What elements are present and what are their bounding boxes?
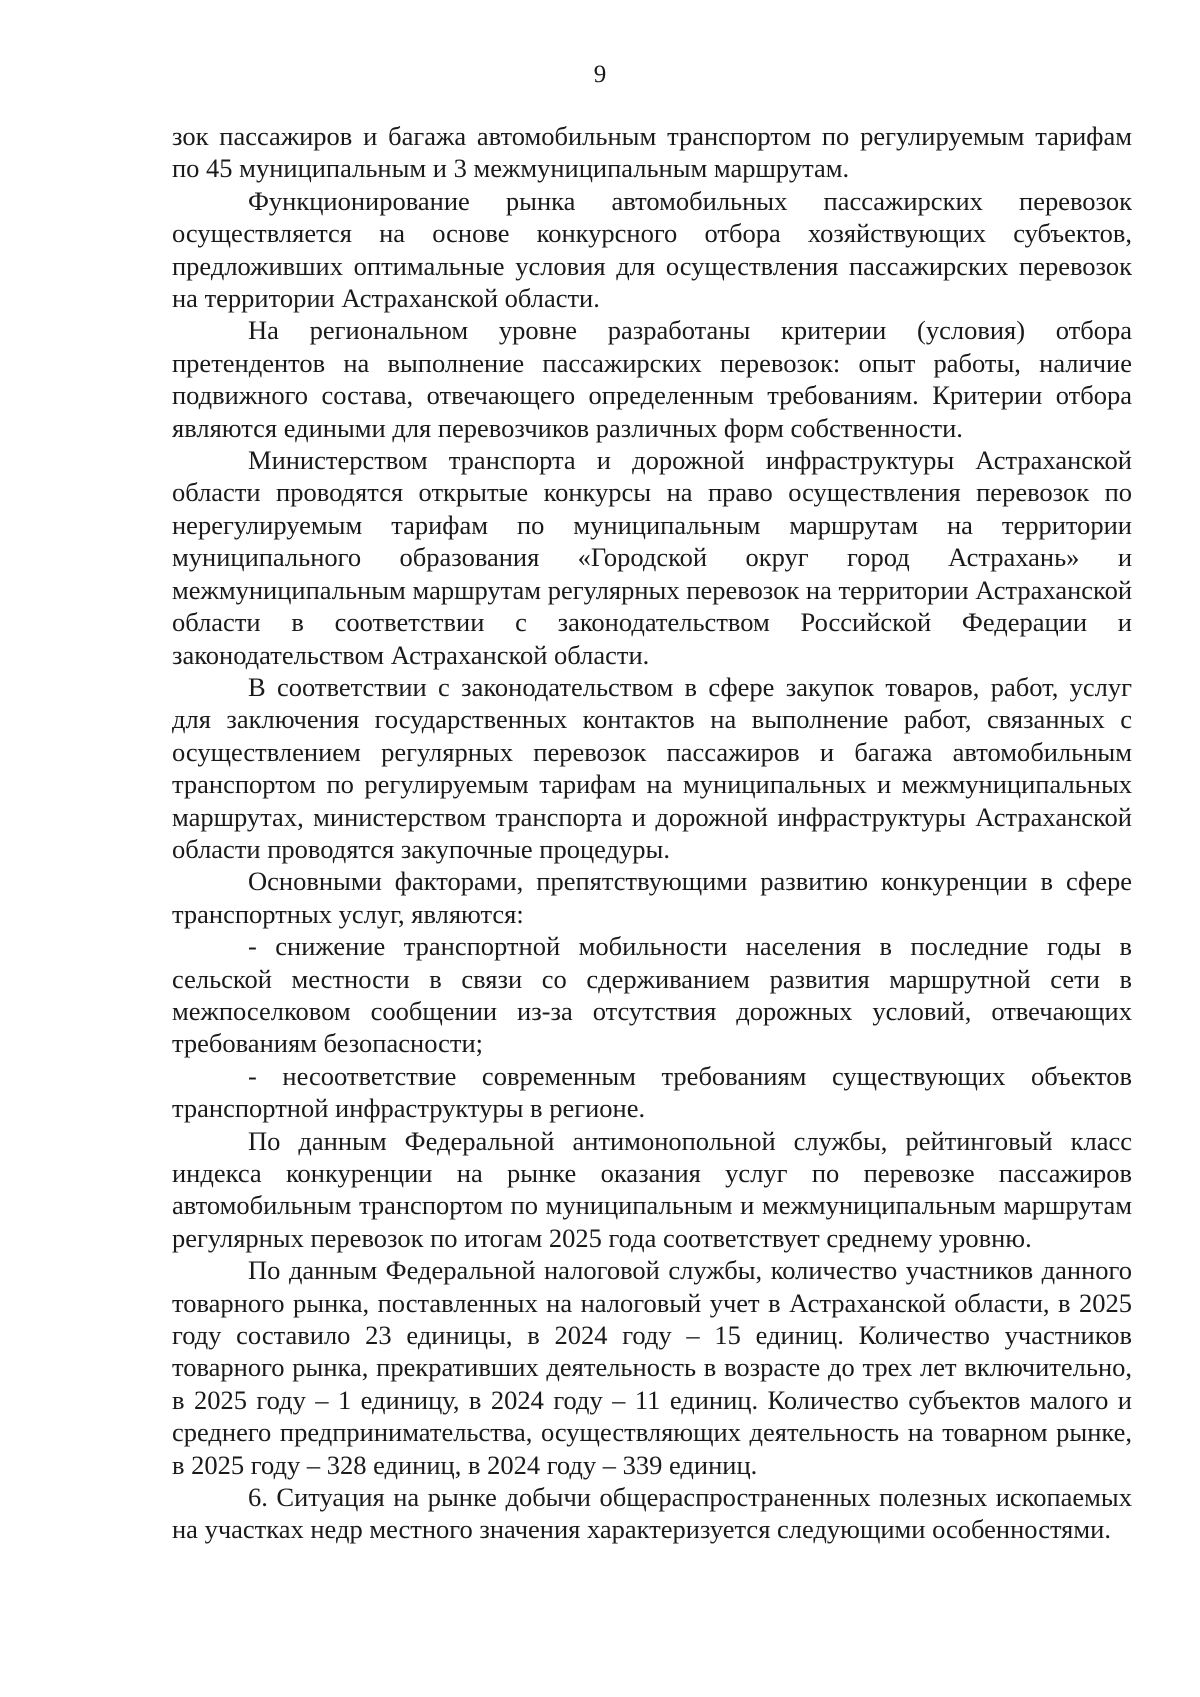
paragraph: По данным Федеральной налоговой службы, количество участников данного товарного рынка, поставленных на налоговый учет в Астраханской области, в 2025 году составило 23 единицы, в 2024 году – 15 единиц. Количество участников товарного рынка, прекративших деятельность в возрасте до трех лет включительно, в 2025 году – 1 единицу, в 2024 году – 11 единиц. Количество субъектов малого и среднего предпринимательства, осуществляющих деятельность на товарном рынке, в 2025 году – 328 единиц, в 2024 году – 339 единиц. [172, 1255, 1132, 1480]
paragraph: Министерством транспорта и дорожной инфраструктуры Астраханской области проводятся открытые конкурсы на право осуществления перевозок по нерегулируемым тарифам по муниципальным маршрутам на территории муниципального образования «Городской округ город Астрахань» и межмуниципальным маршрутам регулярных перевозок на территории Астраханской области в соответствии с законодательством Российской Федерации и законодательством Астраханской области. [172, 445, 1132, 670]
section-paragraph: 6. Ситуация на рынке добычи общераспространенных полезных ископаемых на участках недр местного значения характеризуется следующими особенностями. [172, 1482, 1132, 1545]
paragraph: На региональном уровне разработаны критерии (условия) отбора претендентов на выполнение пассажирских перевозок: опыт работы, наличие подвижного состава, отвечающего определенным требованиям. Критерии отбора являются едиными для перевозчиков различных форм собственности. [172, 315, 1132, 443]
paragraph: Основными факторами, препятствующими развитию конкуренции в сфере транспортных услуг, являются: [172, 866, 1132, 929]
list-item: - несоответствие современным требованиям существующих объектов транспортной инфраструктуры в регионе. [172, 1060, 1132, 1124]
paragraph: В соответствии с законодательством в сфере закупок товаров, работ, услуг для заключения государственных контактов на выполнение работ, связанных с осуществлением регулярных перевозок пассажиров и багажа автомобильным транспортом по регулируемым тарифам на муниципальных и межмуниципальных маршрутах, министерством транспорта и дорожной инфраструктуры Астраханской области проводятся закупочные процедуры. [172, 671, 1132, 864]
document-body [172, 120, 1132, 1546]
paragraph-continuation: зок пассажиров и багажа автомобильным транспортом по регулируемым тарифам по 45 муниципальным и 3 межмуниципальным маршрутам. [172, 121, 1132, 184]
paragraph: Функционирование рынка автомобильных пассажирских перевозок осуществляется на основе конкурсного отбора хозяйствующих субъектов, предложивших оптимальные условия для осуществления пассажирских перевозок на территории Астраханской области. [172, 185, 1132, 314]
list-item: - снижение транспортной мобильности населения в последние годы в сельской местности в связи со сдерживанием развития маршрутной сети в межпоселковом сообщении из-за отсутствия дорожных условий, отвечающих требованиям безопасности; [172, 931, 1132, 1059]
paragraph: По данным Федеральной антимонопольной службы, рейтинговый класс индекса конкуренции на рынке оказания услуг по перевозке пассажиров автомобильным транспортом по муниципальным и межмуниципальным маршрутам регулярных перевозок по итогам 2025 года соответствует среднему уровню. [172, 1125, 1132, 1253]
page-number: 9 [593, 61, 607, 88]
